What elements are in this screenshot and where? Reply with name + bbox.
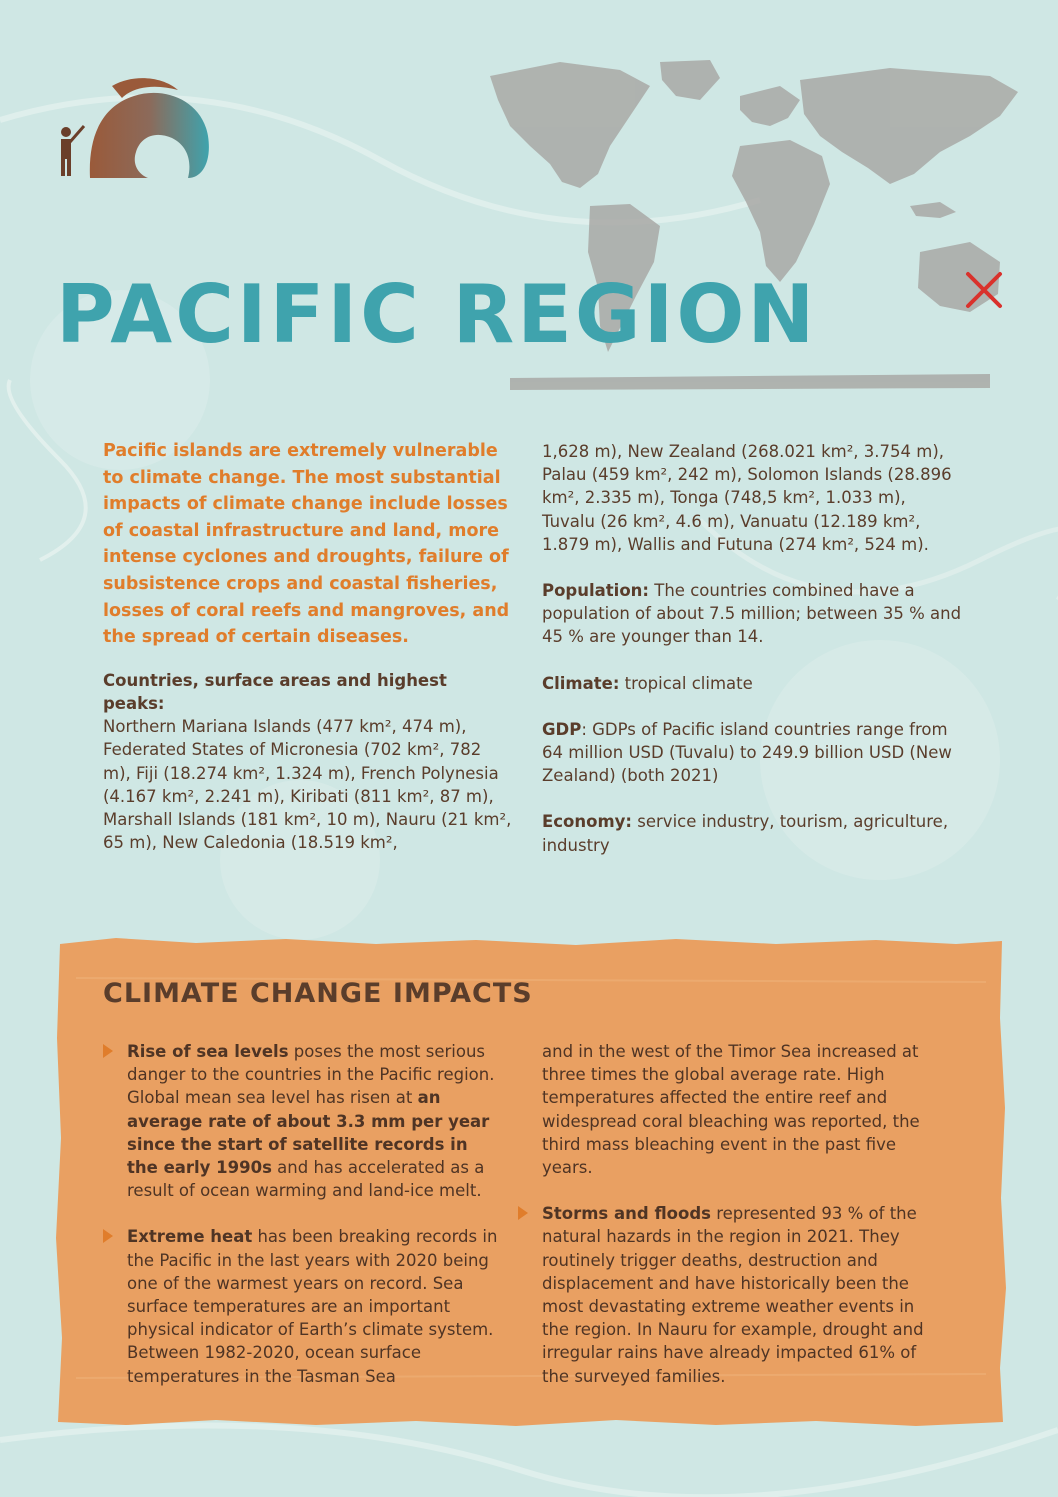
impact-sea-level (103, 1040, 498, 1202)
sea-text-2: and has accelerated as a result of ocean warming and land-ice melt. (127, 1158, 485, 1201)
climate-label: Climate: (542, 673, 620, 693)
impact-storms-floods (518, 1202, 938, 1388)
population-paragraph (542, 579, 962, 649)
intro-lead: Pacific islands are extremely vulnerable to climate change. The most substantial impacts of climate change include losses of coastal infrastructure and land, more intense cyclones and droughts, failure of subsistence crops and coastal fisheries, losses of coral reefs and mangroves, and the spread of certain diseases. (103, 441, 510, 648)
bullet-arrow-icon (518, 1206, 528, 1220)
close-icon[interactable] (964, 270, 1004, 310)
population-text: The countries combined have a population of about 7.5 million; between 35 % and 45 % are younger than 14. (542, 581, 962, 647)
climate-text: tropical climate (619, 673, 753, 693)
wave-person-icon (52, 66, 214, 184)
economy-paragraph (542, 810, 962, 856)
storms-label: Storms and floods (542, 1204, 711, 1224)
sea-bold: an average rate of about 3.3 mm per year since the start of satellite records in the early 1990s (127, 1088, 490, 1178)
facts-left-column (103, 438, 513, 877)
economy-label: Economy: (542, 812, 633, 832)
countries-label: Countries, surface areas and highest peaks: (103, 670, 447, 713)
bullet-arrow-icon (103, 1229, 113, 1243)
storms-text: represented 93 % of the natural hazards in the region in 2021. They routinely trigger deaths, destruction and displacement and have historically been the most devastating extreme weather events in the region. In Nauru for example, drought and irregular rains have already impacted 61% of the surveyed families. (542, 1204, 924, 1386)
impacts-title: CLIMATE CHANGE IMPACTS (103, 978, 533, 1009)
countries-text-a: Northern Mariana Islands (477 km², 474 m), Federated States of Micronesia (702 km², 782 m), Fiji (18.274 km², 1.324 m), French Polynesia (4.167 km², 2.241 m), Kiribati (811 km², 87 m), Marshall Islands (181 km², 10 m), Nauru (21 km², 65 m), New Caledonia (18.519 km², (103, 717, 512, 853)
population-label: Population: (542, 581, 650, 601)
impacts-right-column (518, 1040, 938, 1411)
sea-text-1: poses the most serious danger to the countries in the Pacific region. Global mean sea level has risen at (127, 1042, 495, 1108)
heat-continued: and in the west of the Timor Sea increased at three times the global average rate. High temperatures affected the entire reef and widespread coral bleaching was reported, the third mass bleaching event in the past five years. (542, 1042, 920, 1178)
climate-paragraph (542, 672, 962, 695)
countries-text-b: 1,628 m), New Zealand (268.021 km², 3.754 m), Palau (459 km², 242 m), Solomon Islands (28.896 km², 2.335 m), Tonga (748,5 km², 1.033 m), Tuvalu (26 km², 4.6 m), Vanuatu (12.189 km², 1.879 m), Wallis and Futuna (274 km², 524 m). (542, 442, 952, 554)
impact-extreme-heat (103, 1225, 498, 1387)
sea-label: Rise of sea levels (127, 1042, 289, 1061)
gdp-label: GDP (542, 719, 582, 739)
bullet-arrow-icon (103, 1044, 113, 1058)
gdp-text: : GDPs of Pacific island countries range from 64 million USD (Tuvalu) to 249.9 billion USD (New Zealand) (both 2021) (542, 719, 952, 786)
heat-text: has been breaking records in the Pacific in the last years with 2020 being one of the warmest years on record. Sea surface temperatures are an important physical indicator of Earth’s climate system. Between 1982-2020, ocean surface temperatures in the Tasman Sea (127, 1227, 498, 1386)
facts-right-column (542, 440, 962, 880)
economy-text: service industry, tourism, agriculture, industry (542, 812, 949, 855)
impacts-left-column (103, 1040, 498, 1411)
heat-label: Extreme heat (127, 1227, 253, 1247)
gdp-paragraph (542, 718, 962, 788)
countries-paragraph (103, 669, 513, 855)
page-title: PACIFIC REGION (56, 268, 818, 361)
